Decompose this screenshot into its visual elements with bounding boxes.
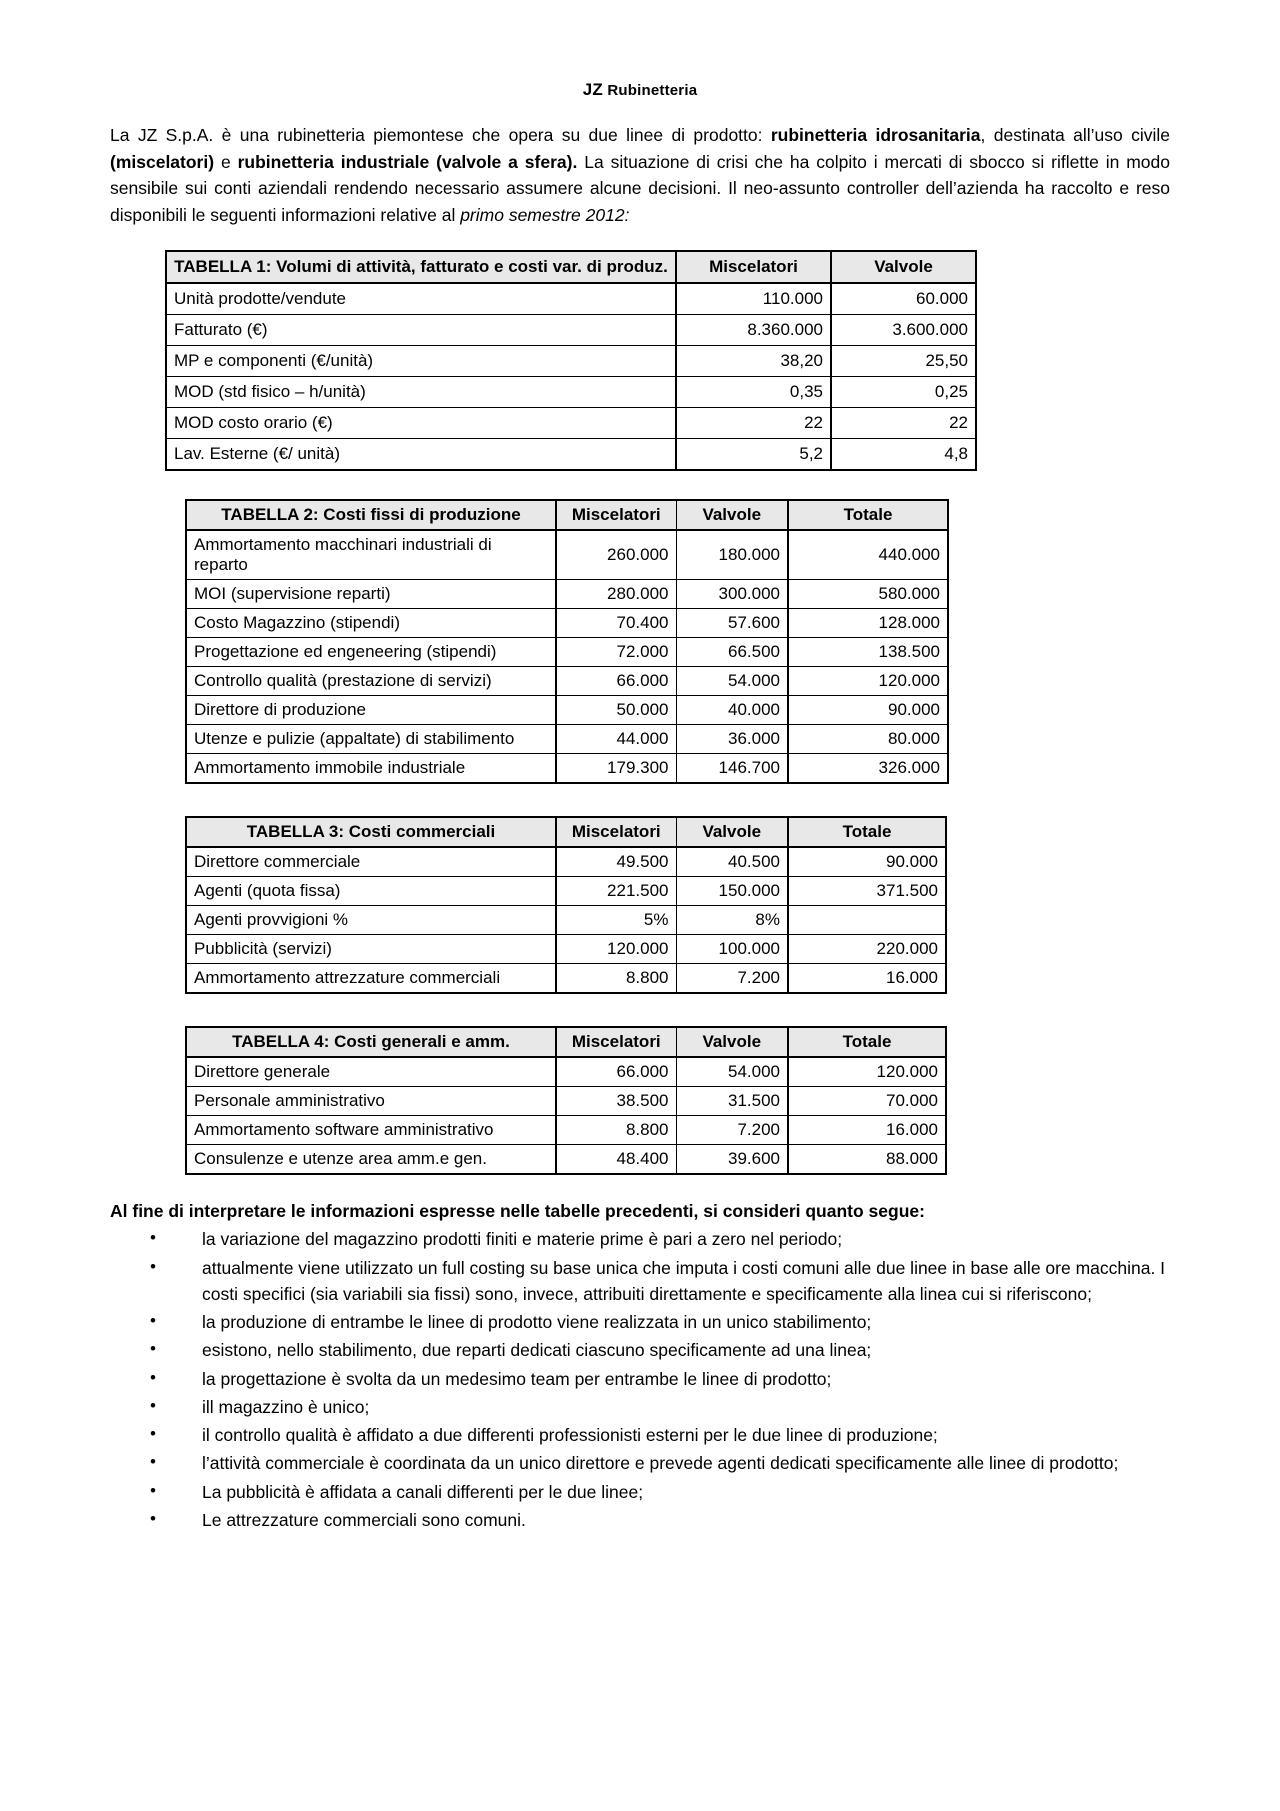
- cell-valvole: 54.000: [676, 667, 788, 696]
- row-label: Ammortamento macchinari industriali di reparto: [186, 530, 556, 580]
- table-row: [186, 530, 948, 580]
- row-label: Costo Magazzino (stipendi): [186, 609, 556, 638]
- cell-miscelatori: 8.800: [556, 964, 676, 994]
- cell-valvole: 22: [831, 408, 976, 439]
- cell-valvole: 7.200: [676, 964, 788, 994]
- cell-valvole: 25,50: [831, 346, 976, 377]
- cell-valvole: 40.000: [676, 696, 788, 725]
- table-row: [186, 1087, 946, 1116]
- row-label: Progettazione ed engeneering (stipendi): [186, 638, 556, 667]
- cell-miscelatori: 221.500: [556, 877, 676, 906]
- cell-totale: 16.000: [788, 1116, 946, 1145]
- intro-fragment-4: e: [214, 151, 238, 172]
- row-label: Ammortamento attrezzature commerciali: [186, 964, 556, 994]
- row-label: Utenze e pulizie (appaltate) di stabilimento: [186, 725, 556, 754]
- row-label: MOD costo orario (€): [166, 408, 676, 439]
- intro-fragment-0: La JZ S.p.A. è una rubinetteria piemontese che opera su due linee di prodotto:: [110, 125, 771, 145]
- table-row: [186, 609, 948, 638]
- row-label: Personale amministrativo: [186, 1087, 556, 1116]
- table1-header-miscelatori: Miscelatori: [676, 251, 831, 283]
- table4-wrapper: [185, 1026, 1170, 1175]
- row-label: Lav. Esterne (€/ unità): [166, 439, 676, 471]
- table-row: [186, 877, 946, 906]
- cell-totale: 80.000: [788, 725, 948, 754]
- cell-valvole: 3.600.000: [831, 315, 976, 346]
- table-3-costi-commerciali: [185, 816, 947, 994]
- table-row: [166, 346, 976, 377]
- cell-totale: 120.000: [788, 1057, 946, 1087]
- row-label: MOI (supervisione reparti): [186, 580, 556, 609]
- row-label: Ammortamento immobile industriale: [186, 754, 556, 784]
- cell-miscelatori: 49.500: [556, 847, 676, 877]
- table2-body: [186, 530, 948, 783]
- cell-totale: 120.000: [788, 667, 948, 696]
- intro-fragment-3: (miscelatori): [110, 151, 215, 172]
- table-row: [186, 725, 948, 754]
- notes-list: [110, 1226, 1170, 1533]
- cell-valvole: 39.600: [676, 1145, 788, 1175]
- cell-miscelatori: 70.400: [556, 609, 676, 638]
- table-row: [186, 667, 948, 696]
- cell-miscelatori: 22: [676, 408, 831, 439]
- table-row: [166, 408, 976, 439]
- table-row: [186, 935, 946, 964]
- list-item: • La pubblicità è affidata a canali differenti per le due linee;: [150, 1479, 1170, 1505]
- cell-miscelatori: 8.800: [556, 1116, 676, 1145]
- intro-fragment-6: La situazione di crisi che ha colpito i mercati di sbocco si riflette in modo sensibile sui conti aziendali rendendo necessario assumere alcune decisioni. Il neo-assunto controller dell’azienda ha raccolto e reso disponibili le seguenti informazioni relative al: [110, 151, 1170, 225]
- table3-header-title: TABELLA 3: Costi commerciali: [186, 817, 556, 847]
- cell-valvole: 8%: [676, 906, 788, 935]
- intro-fragment-2: , destinata all’uso civile: [980, 125, 1171, 145]
- cell-totale: 90.000: [788, 696, 948, 725]
- cell-totale: 138.500: [788, 638, 948, 667]
- cell-totale: 88.000: [788, 1145, 946, 1175]
- cell-totale: [788, 906, 946, 935]
- table-header-row: [186, 1027, 946, 1057]
- table-row: [166, 315, 976, 346]
- cell-miscelatori: 48.400: [556, 1145, 676, 1175]
- table-row: [186, 580, 948, 609]
- cell-miscelatori: 72.000: [556, 638, 676, 667]
- cell-miscelatori: 0,35: [676, 377, 831, 408]
- table1-wrapper: [165, 250, 1170, 471]
- cell-totale: 326.000: [788, 754, 948, 784]
- row-label: Direttore di produzione: [186, 696, 556, 725]
- page-title-subject: Rubinetteria: [607, 82, 698, 99]
- table1-header-valvole: Valvole: [831, 251, 976, 283]
- list-item: • ill magazzino è unico;: [150, 1394, 1170, 1420]
- table-row: [166, 283, 976, 315]
- cell-valvole: 36.000: [676, 725, 788, 754]
- cell-valvole: 4,8: [831, 439, 976, 471]
- row-label: Consulenze e utenze area amm.e gen.: [186, 1145, 556, 1175]
- list-item: • Le attrezzature commerciali sono comuni.: [150, 1507, 1170, 1533]
- cell-miscelatori: 179.300: [556, 754, 676, 784]
- cell-totale: 371.500: [788, 877, 946, 906]
- cell-miscelatori: 38.500: [556, 1087, 676, 1116]
- row-label: Pubblicità (servizi): [186, 935, 556, 964]
- table-row: [166, 377, 976, 408]
- cell-valvole: 150.000: [676, 877, 788, 906]
- intro-paragraph: [110, 122, 1170, 228]
- cell-miscelatori: 5%: [556, 906, 676, 935]
- table-2-costi-fissi: [185, 499, 949, 784]
- row-label: Direttore commerciale: [186, 847, 556, 877]
- cell-miscelatori: 38,20: [676, 346, 831, 377]
- cell-miscelatori: 50.000: [556, 696, 676, 725]
- list-item: • la progettazione è svolta da un medesimo team per entrambe le linee di prodotto;: [150, 1366, 1170, 1392]
- table4-header-miscelatori: Miscelatori: [556, 1027, 676, 1057]
- table4-header-title: TABELLA 4: Costi generali e amm.: [186, 1027, 556, 1057]
- table3-header-valvole: Valvole: [676, 817, 788, 847]
- table2-header-totale: Totale: [788, 500, 948, 530]
- table2-header-miscelatori: Miscelatori: [556, 500, 676, 530]
- cell-miscelatori: 120.000: [556, 935, 676, 964]
- cell-miscelatori: 260.000: [556, 530, 676, 580]
- table2-header-valvole: Valvole: [676, 500, 788, 530]
- list-item: • esistono, nello stabilimento, due reparti dedicati ciascuno specificamente ad una linea;: [150, 1337, 1170, 1363]
- cell-miscelatori: 280.000: [556, 580, 676, 609]
- cell-valvole: 146.700: [676, 754, 788, 784]
- row-label: Fatturato (€): [166, 315, 676, 346]
- table-row: [186, 1057, 946, 1087]
- table-row: [186, 1145, 946, 1175]
- table3-header-miscelatori: Miscelatori: [556, 817, 676, 847]
- cell-valvole: 100.000: [676, 935, 788, 964]
- row-label: Agenti provvigioni %: [186, 906, 556, 935]
- row-label: MOD (std fisico – h/unità): [166, 377, 676, 408]
- cell-valvole: 31.500: [676, 1087, 788, 1116]
- intro-fragment-1: rubinetteria idrosanitaria: [770, 125, 981, 145]
- table4-body: [186, 1057, 946, 1174]
- list-item: • il controllo qualità è affidato a due differenti professionisti esterni per le due linee di produzione;: [150, 1422, 1170, 1448]
- table-header-row: [186, 817, 946, 847]
- list-item: • la variazione del magazzino prodotti finiti e materie prime è pari a zero nel periodo;: [150, 1226, 1170, 1252]
- table4-header-valvole: Valvole: [676, 1027, 788, 1057]
- cell-totale: 440.000: [788, 530, 948, 580]
- page-title: [110, 80, 1170, 100]
- table3-wrapper: [185, 816, 1170, 994]
- table4-header-totale: Totale: [788, 1027, 946, 1057]
- cell-valvole: 57.600: [676, 609, 788, 638]
- table-4-costi-generali: [185, 1026, 947, 1175]
- row-label: Agenti (quota fissa): [186, 877, 556, 906]
- table-row: [186, 754, 948, 784]
- table3-header-totale: Totale: [788, 817, 946, 847]
- cell-totale: 220.000: [788, 935, 946, 964]
- cell-valvole: 60.000: [831, 283, 976, 315]
- table2-header-title: TABELLA 2: Costi fissi di produzione: [186, 500, 556, 530]
- cell-miscelatori: 5,2: [676, 439, 831, 471]
- table-row: [186, 964, 946, 994]
- cell-valvole: 300.000: [676, 580, 788, 609]
- cell-valvole: 0,25: [831, 377, 976, 408]
- row-label: Ammortamento software amministrativo: [186, 1116, 556, 1145]
- intro-fragment-7: primo semestre 2012:: [460, 204, 630, 225]
- table-header-row: [166, 251, 976, 283]
- notes-heading: Al fine di interpretare le informazioni espresse nelle tabelle precedenti, si consideri quanto segue:: [110, 1201, 925, 1222]
- list-item: • attualmente viene utilizzato un full costing su base unica che imputa i costi comuni alle due linee in base alle ore macchina. I costi specifici (sia variabili sia fissi) sono, invece, attribuiti direttamente e specificamente alla linea cui si riferiscono;: [150, 1255, 1170, 1308]
- row-label: Controllo qualità (prestazione di servizi): [186, 667, 556, 696]
- cell-valvole: 66.500: [676, 638, 788, 667]
- table-header-row: [186, 500, 948, 530]
- cell-totale: 90.000: [788, 847, 946, 877]
- table3-body: [186, 847, 946, 993]
- table1-header-title: TABELLA 1: Volumi di attività, fatturato e costi var. di produz.: [166, 251, 676, 283]
- row-label: Direttore generale: [186, 1057, 556, 1087]
- intro-fragment-5: rubinetteria industriale (valvole a sfera).: [237, 151, 578, 172]
- table-row: [166, 439, 976, 471]
- table-row: [186, 847, 946, 877]
- list-item: • la produzione di entrambe le linee di prodotto viene realizzata in un unico stabilimento;: [150, 1309, 1170, 1335]
- table-row: [186, 906, 946, 935]
- page-title-main: JZ: [582, 80, 603, 99]
- cell-miscelatori: 66.000: [556, 667, 676, 696]
- table-row: [186, 1116, 946, 1145]
- cell-valvole: 54.000: [676, 1057, 788, 1087]
- table1-body: [166, 283, 976, 470]
- table-row: [186, 638, 948, 667]
- cell-miscelatori: 44.000: [556, 725, 676, 754]
- cell-valvole: 40.500: [676, 847, 788, 877]
- cell-miscelatori: 110.000: [676, 283, 831, 315]
- table2-wrapper: [185, 499, 1170, 784]
- list-item: • l’attività commerciale è coordinata da un unico direttore e prevede agenti dedicati specificamente alle linee di prodotto;: [150, 1450, 1170, 1476]
- cell-totale: 580.000: [788, 580, 948, 609]
- row-label: MP e componenti (€/unità): [166, 346, 676, 377]
- table-1-volumi: [165, 250, 977, 471]
- cell-totale: 70.000: [788, 1087, 946, 1116]
- cell-totale: 16.000: [788, 964, 946, 994]
- cell-valvole: 7.200: [676, 1116, 788, 1145]
- cell-totale: 128.000: [788, 609, 948, 638]
- row-label: Unità prodotte/vendute: [166, 283, 676, 315]
- cell-miscelatori: 8.360.000: [676, 315, 831, 346]
- cell-miscelatori: 66.000: [556, 1057, 676, 1087]
- cell-valvole: 180.000: [676, 530, 788, 580]
- table-row: [186, 696, 948, 725]
